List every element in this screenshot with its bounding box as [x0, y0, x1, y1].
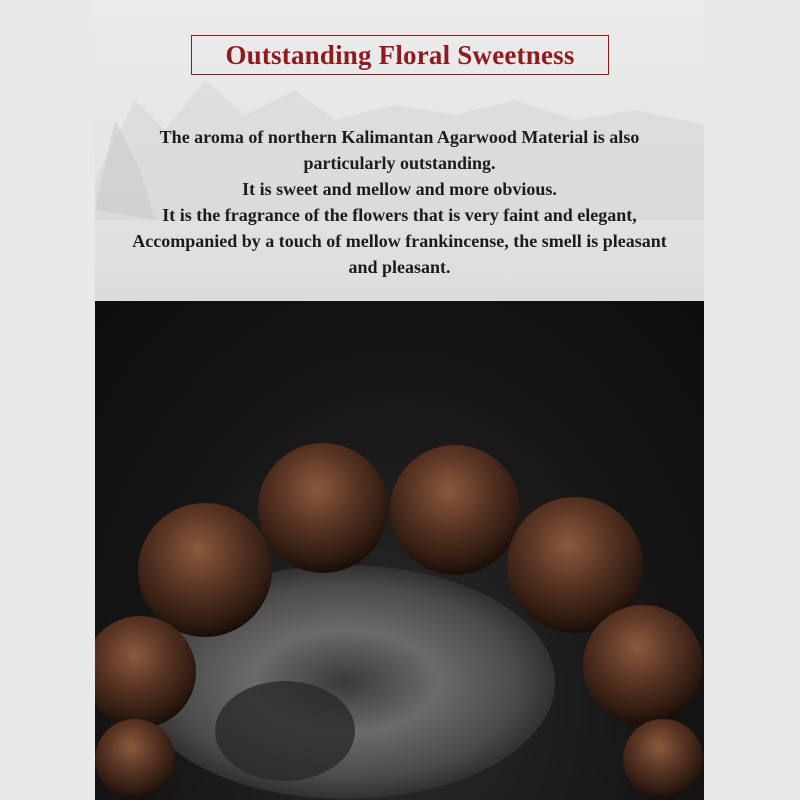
- section-title: Outstanding Floral Sweetness: [225, 39, 575, 70]
- bead: [390, 445, 520, 575]
- description-line: The aroma of northern Kalimantan Agarwood Material is also: [159, 127, 640, 147]
- bead: [95, 719, 175, 799]
- bead: [623, 719, 703, 799]
- description-line: particularly outstanding.: [303, 153, 496, 173]
- product-photo-agarwood-bracelet: [95, 301, 704, 800]
- bead: [258, 443, 388, 573]
- bead: [138, 503, 272, 637]
- section-title-box: [191, 35, 609, 75]
- description-line: and pleasant.: [348, 257, 451, 277]
- description-line: It is the fragrance of the flowers that is very faint and elegant,: [162, 205, 637, 225]
- censer-hollow: [215, 681, 355, 781]
- description-text: [95, 124, 704, 280]
- description-line: It is sweet and mellow and more obvious.: [242, 179, 557, 199]
- bead: [583, 605, 703, 725]
- description-line: Accompanied by a touch of mellow frankincense, the smell is pleasant: [132, 231, 667, 251]
